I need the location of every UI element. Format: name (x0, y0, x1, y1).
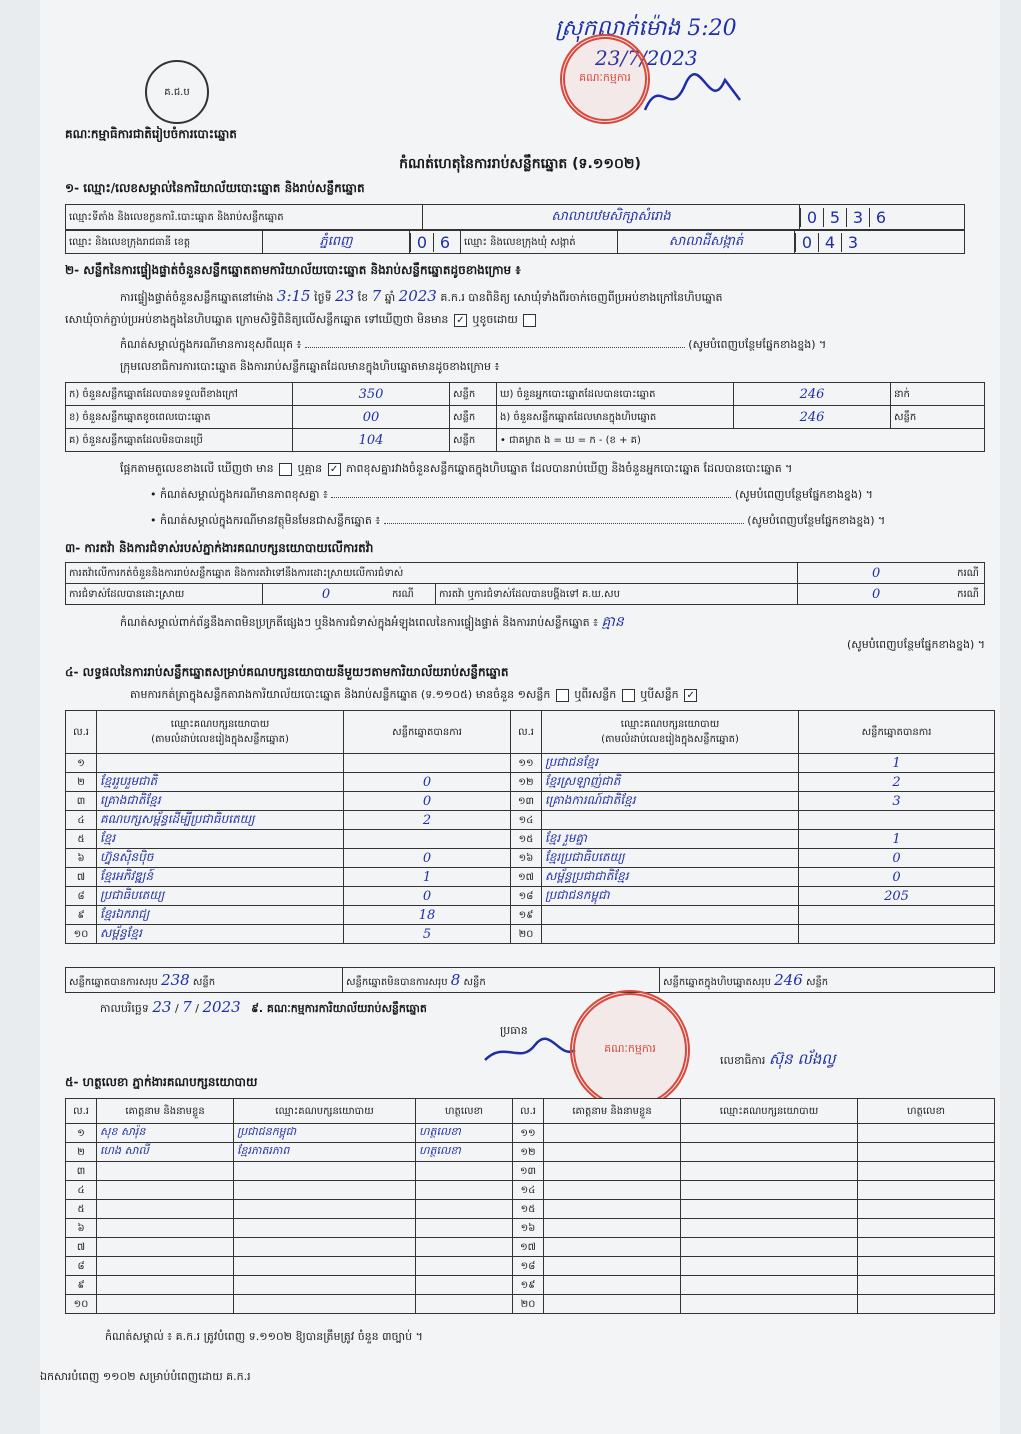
s3-row1-value: 0 (798, 563, 955, 584)
agent-name (97, 1181, 234, 1200)
row-no: ៩ (66, 1276, 97, 1295)
s2-line7: • កំណត់សម្គាល់ក្នុងករណីមានវត្ថុមិនមែនជាសន្លឹកឆ្នោត ៖ (សូមបំពេញបន្ថែមផ្នែកខាងខ្នង) ។ (150, 514, 886, 527)
party-name (542, 811, 799, 830)
row-no: ៥ (66, 1200, 97, 1219)
s3-row2-value2: 0 (798, 584, 955, 605)
col-party: ឈ្មោះគណបក្សនយោបាយ (តាមលំដាប់លេខរៀងក្នុងសន្លឹកឆ្នោត) (542, 711, 799, 754)
agent-name: សុខ សារ៉ុន (97, 1124, 234, 1143)
row-no: ១៦ (513, 1219, 544, 1238)
s1-row2-code (410, 231, 461, 254)
row-no: ៤ (66, 811, 97, 830)
row-no: ១៤ (513, 1181, 544, 1200)
s3-row1-unit: ករណី (954, 563, 984, 584)
s2-l-unit: សន្លឹក (450, 383, 497, 406)
has-difference-checkbox[interactable] (279, 463, 292, 476)
s4-chair-label: ប្រធាន (500, 1024, 528, 1037)
table-row (66, 1200, 995, 1219)
section1-title: ១- ឈ្មោះ/លេខសម្គាល់នៃការិយាល័យបោះឆ្នោត និងរាប់សន្លឹកឆ្នោត (65, 181, 365, 195)
agent-name (544, 1219, 681, 1238)
vote-count: 18 (344, 906, 511, 925)
row-no: ១៩ (513, 1276, 544, 1295)
col-no: ល.រ (66, 711, 97, 754)
row-no: ១៥ (511, 830, 542, 849)
total3-value: 246 (774, 970, 803, 989)
section5-title: ៥- ហត្ថលេខា ភ្នាក់ងារគណបក្សនយោបាយ (65, 1075, 258, 1089)
s3-note: (សូមបំពេញបន្ថែមផ្នែកខាងខ្នង) ។ (846, 638, 985, 651)
s2-r-label: ង) ចំនួនសន្លឹកឆ្នោតដែលមានក្នុងហិបឆ្នោត (497, 406, 734, 429)
agent-name (544, 1295, 681, 1314)
s5-col-name: គោត្តនាម និងនាមខ្លួន (544, 1099, 681, 1124)
agent-party (681, 1295, 858, 1314)
party-name: ប្រជាធិបតេយ្យ (97, 887, 344, 906)
s3-note-value: គ្មាន (601, 614, 624, 630)
row-no: ៤ (66, 1181, 97, 1200)
s2-time: 3:15 (276, 287, 311, 305)
table-row (66, 925, 995, 944)
government-emblem: គ.ជ.ប (145, 60, 209, 124)
table-row (66, 830, 995, 849)
vote-count: 0 (344, 887, 511, 906)
party-name: សម្ព័ន្ធប្រជាជាតិខ្មែរ (542, 868, 799, 887)
party-name: ខ្មែរអភិវឌ្ឍន៍ (97, 868, 344, 887)
table-row (66, 887, 995, 906)
s2-count-row (66, 383, 985, 406)
agent-name (97, 1276, 234, 1295)
middle-red-seal: គណៈកម្មការ (570, 990, 690, 1110)
agent-name (544, 1238, 681, 1257)
table-row (66, 906, 995, 925)
s2-line2: សោឃុំចាក់ភ្ជាប់ប្រអប់ខាងក្នុងនៃហិបឆ្នោត ក្រោមសិទ្ធិពិនិត្យលើសន្លឹកឆ្នោត ទៅឃើញថា មិនមាន ✓ ឬខូចដោយ (65, 313, 538, 329)
s5-col-name: គោត្តនាម និងនាមខ្លួន (97, 1099, 234, 1124)
s2-l-unit: សន្លឹក (450, 406, 497, 429)
party-name (542, 906, 799, 925)
table-row (66, 1181, 995, 1200)
bottom-note: ឯកសារបំពេញ ១១០២ សម្រាប់បំពេញដោយ គ.ក.រ (40, 1370, 251, 1383)
agent-party (234, 1295, 416, 1314)
agent-signature (416, 1257, 513, 1276)
code-digit: 4 (818, 233, 841, 252)
table-row (66, 811, 995, 830)
table-row (66, 1295, 995, 1314)
row-no: ១៧ (513, 1238, 544, 1257)
agent-party (681, 1219, 858, 1238)
code-digit: 0 (410, 233, 433, 252)
party-name: ខ្មែររួបរួមជាតិ (97, 773, 344, 792)
s4-totals-table (65, 967, 995, 993)
agent-signature (858, 1219, 995, 1238)
agent-name (544, 1143, 681, 1162)
row-no: ១៦ (511, 849, 542, 868)
agent-signature (858, 1238, 995, 1257)
row-no: ១១ (513, 1124, 544, 1143)
agent-signature (858, 1295, 995, 1314)
row-no: ១៣ (511, 792, 542, 811)
s2-l-unit: សន្លឹក (450, 429, 497, 452)
vote-count: 0 (344, 773, 511, 792)
agent-party (681, 1124, 858, 1143)
agent-party (681, 1257, 858, 1276)
s2-l-label: ខ) ចំនួនសន្លឹកឆ្នោតខូចពេលបោះឆ្នោត (66, 406, 293, 429)
row-no: ៨ (66, 1257, 97, 1276)
agent-party (234, 1238, 416, 1257)
org-name: គណៈកម្មាធិការជាតិរៀបចំការបោះឆ្នោត (65, 127, 237, 141)
row-no: ៦ (66, 849, 97, 868)
s2-day: 23 (335, 287, 355, 305)
top-handwritten-date: 23/7/2023 (595, 46, 698, 70)
three-sheets-checkbox[interactable]: ✓ (684, 689, 697, 702)
row-no: ១២ (511, 773, 542, 792)
agent-signature (416, 1200, 513, 1219)
party-name: ខ្មែរ (97, 830, 344, 849)
section3-title: ៣- ការតវ៉ា និងការជំទាស់របស់ភ្នាក់ងារគណបក្សនយោបាយលើការតវ៉ា (65, 541, 374, 555)
col-votes: សន្លឹកឆ្នោតបានការ (799, 711, 995, 754)
vote-count (344, 830, 511, 849)
agent-signature (416, 1276, 513, 1295)
s3-row1-label: ការតវ៉ាលើការកត់ចំនួននិងការរាប់សន្លឹកឆ្នោត និងការតវ៉ាទៅនឹងការដោះស្រាយលើការជំទាស់ (66, 563, 798, 584)
s2-line5: ផ្អែកតាមតួលេខខាងលើ ឃើញថា មាន ឬគ្មាន ✓ ភាពខុសគ្នារវាងចំនួនសន្លឹកឆ្នោតក្នុងហិបឆ្នោត ដែលបានរាប់ឃើញ និងចំនួនអ្នកបោះឆ្នោត ដែលបានបោះឆ្នោត ។ (120, 462, 793, 475)
party-name: ខ្មែរប្រជាធិបតេយ្យ (542, 849, 799, 868)
s3-table (65, 562, 985, 605)
agent-party (681, 1200, 858, 1219)
s2-line3: កំណត់សម្គាល់ក្នុងករណីមានការខុសពីឈុត ៖ (សូមបំពេញបន្ថែមផ្នែកខាងខ្នង) ។ (120, 338, 827, 351)
s5-col-no: ល.រ (513, 1099, 544, 1124)
s1-row2-value2: សាលាដីសង្កាត់ (618, 231, 795, 254)
agent-name (97, 1200, 234, 1219)
s1-row2-label: ឈ្មោះ និងលេខក្រុងរាជធានី ខេត្ត (66, 231, 263, 254)
damaged-checkbox[interactable] (523, 314, 536, 327)
section1-table (65, 204, 965, 230)
row-no: ៦ (66, 1219, 97, 1238)
s2-r-unit: នាក់ (891, 383, 985, 406)
table-row (66, 754, 995, 773)
agent-signature (858, 1124, 995, 1143)
vote-count: 0 (344, 849, 511, 868)
s2-count-row (66, 406, 985, 429)
table-row (66, 868, 995, 887)
s3-row2-unit: ករណី (389, 584, 436, 605)
s3-row2-unit2: ករណី (954, 584, 984, 605)
vote-count: 0 (799, 849, 995, 868)
party-name (97, 754, 344, 773)
agent-signature (416, 1238, 513, 1257)
agent-party (681, 1143, 858, 1162)
document-page (40, 0, 1000, 1434)
total1: សន្លឹកឆ្នោតបានការសរុប 238 សន្លឹក (66, 968, 343, 993)
row-no: ២ (66, 1143, 97, 1162)
agent-signature (416, 1295, 513, 1314)
row-no: ១១ (511, 754, 542, 773)
vote-count (799, 906, 995, 925)
agent-party (681, 1181, 858, 1200)
row-no: ៣ (66, 792, 97, 811)
s5-col-party: ឈ្មោះគណបក្សនយោបាយ (234, 1099, 416, 1124)
total2-value: 8 (450, 970, 461, 989)
vote-count: 2 (344, 811, 511, 830)
top-signature (640, 70, 750, 120)
s4-date-day: 23 (152, 998, 172, 1016)
no-damage-checkbox[interactable]: ✓ (454, 314, 467, 327)
s2-r-unit: សន្លឹក (891, 406, 985, 429)
s1-row1-label: ឈ្មោះទីតាំង និងលេខក្លនការិ.បោះឆ្នោត និងរាប់សន្លឹកឆ្នោត (66, 205, 423, 230)
top-red-seal: គណៈកម្មការ (560, 34, 650, 124)
agent-party (234, 1257, 416, 1276)
row-no: ១២ (513, 1143, 544, 1162)
s5-signature-body (66, 1124, 995, 1314)
agent-party: ខ្មែរភាតរភាព (234, 1143, 416, 1162)
row-no: ១៧ (511, 868, 542, 887)
s2-count-table (65, 382, 985, 452)
s2-r-label: ឃ) ចំនួនអ្នកបោះឆ្នោតដែលបានបោះឆ្នោត (497, 383, 734, 406)
agent-signature (858, 1162, 995, 1181)
party-name: គ្រោងជាតិខ្មែរ (97, 792, 344, 811)
s2-l-label: គ) ចំនួនសន្លឹកឆ្នោតដែលមិនបានប្រើ (66, 429, 293, 452)
agent-name (544, 1276, 681, 1295)
s2-l-label: ក) ចំនួនសន្លឹកឆ្នោតដែលបានទទួលពីខាងក្រៅ (66, 383, 293, 406)
agent-name: ហេង សាលី (97, 1143, 234, 1162)
agent-name (97, 1162, 234, 1181)
agent-signature: ហត្ថលេខា (416, 1143, 513, 1162)
table-row (66, 1276, 995, 1295)
row-no: ១ (66, 1124, 97, 1143)
s5-col-sign: ហត្ថលេខា (858, 1099, 995, 1124)
col-votes: សន្លឹកឆ្នោតបានការ (344, 711, 511, 754)
party-name: ហ្វ៊ុនស៊ិនប៉ិច (97, 849, 344, 868)
row-no: ១៩ (511, 906, 542, 925)
two-sheets-checkbox[interactable] (622, 689, 635, 702)
agent-signature (858, 1200, 995, 1219)
s4-date-line: កាលបរិច្ឆេទ 23 / 7 / 2023 ៩. គណៈកម្មការការិយាល័យរាប់សន្លឹកឆ្នោត (100, 998, 427, 1016)
s4-secretary-line: លេខាធិការ ស៊ុន ល័ងល្វ (720, 1050, 836, 1068)
table-row (66, 1238, 995, 1257)
vote-count: 1 (799, 830, 995, 849)
party-name: ប្រជាជនកម្ពុជា (542, 887, 799, 906)
party-name: គ្រោងការណ៍ជាតិខ្មែរ (542, 792, 799, 811)
party-name (542, 925, 799, 944)
vote-count (344, 754, 511, 773)
agent-name (544, 1162, 681, 1181)
s1-row2-code2 (795, 231, 965, 254)
row-no: ១៨ (511, 887, 542, 906)
s4-results-body (66, 754, 995, 944)
agent-party (234, 1181, 416, 1200)
s1-row1-code (800, 205, 965, 230)
s3-row2-label2: ការតវ៉ា ឬការជំទាស់ដែលបានបង្គីងទៅ គ.ឃ.សប (436, 584, 798, 605)
vote-count: 205 (799, 887, 995, 906)
s5-signature-table (65, 1098, 995, 1314)
party-name: ប្រជាជនខ្មែរ (542, 754, 799, 773)
s1-row1-value: សាលាបឋមសិក្សាសំរោង (423, 205, 800, 230)
vote-count: 1 (799, 754, 995, 773)
s2-year: 2023 (398, 287, 437, 305)
code-digit: 6 (869, 208, 892, 227)
row-no: ២០ (511, 925, 542, 944)
table-row (66, 773, 995, 792)
s5-footnote: កំណត់សម្គាល់ ៖ គ.ក.រ ត្រូវបំពេញ ទ.១១០២ ឱ្យបានត្រឹមត្រូវ ចំនួន ៣ច្បាប់ ។ (105, 1330, 423, 1343)
agent-signature (858, 1181, 995, 1200)
agent-name (97, 1295, 234, 1314)
agent-name (544, 1124, 681, 1143)
row-no: ៥ (66, 830, 97, 849)
agent-party (234, 1162, 416, 1181)
col-no: ល.រ (511, 711, 542, 754)
s2-r-value: 246 (734, 406, 891, 429)
vote-count: 2 (799, 773, 995, 792)
s3-row2-value: 0 (263, 584, 390, 605)
vote-count: 1 (344, 868, 511, 887)
s3-note-line: កំណត់សម្គាល់ពាក់ព័ន្ធនឹងភាពមិនប្រក្រតីផ្សេងៗ ឬនិងការជំទាស់ក្នុងអំឡុងពេលនៃការផ្ទៀងផ្ទាត់ និងការរាប់សន្លឹកឆ្នោត ៖ គ្មាន (120, 614, 624, 630)
chair-signature (480, 1030, 580, 1070)
s5-col-no: ល.រ (66, 1099, 97, 1124)
agent-name (97, 1257, 234, 1276)
agent-party (234, 1200, 416, 1219)
document-title: កំណត់ហេតុនៃការរាប់សន្លឹកឆ្នោត (ទ.១១០២) (399, 156, 641, 172)
agent-party (234, 1219, 416, 1238)
code-digit: 5 (823, 208, 846, 227)
s2-line1: ការផ្ទៀងផ្ទាត់ចំនួនសន្លឹកឆ្នោតនៅម៉ោង 3:15 ថ្ងៃទី 23 ខែ 7 ឆ្នាំ 2023 គ.ក.រ បានពិនិត្យ សោឃុំទាំងពីរចាក់ចេញពីប្រអប់ខាងក្រៅនៃហិបឆ្នោត (120, 287, 723, 305)
row-no: ១០ (66, 925, 97, 944)
s2-l-value: 350 (293, 383, 450, 406)
row-no: ១ (66, 754, 97, 773)
vote-count: 0 (799, 868, 995, 887)
vote-count (799, 811, 995, 830)
agent-signature (858, 1143, 995, 1162)
s1-row2-value: ភ្នំពេញ (263, 231, 410, 254)
total2: សន្លឹកឆ្នោតមិនបានការសរុប 8 សន្លឹក (343, 968, 660, 993)
agent-party (234, 1276, 416, 1295)
party-name: ខ្មែរស្រឡាញ់ជាតិ (542, 773, 799, 792)
table-row (66, 1124, 995, 1143)
agent-name (544, 1257, 681, 1276)
section4-title: ៤- លទ្ធផលនៃការរាប់សន្លឹកឆ្នោតសម្រាប់គណបក្សនយោបាយនីមួយៗតាមការិយាល័យរាប់សន្លឹកឆ្នោត (65, 665, 509, 679)
total1-value: 238 (161, 970, 190, 989)
agent-party (681, 1162, 858, 1181)
s5-col-party: ឈ្មោះគណបក្សនយោបាយ (681, 1099, 858, 1124)
row-no: ៣ (66, 1162, 97, 1181)
table-row (66, 1219, 995, 1238)
s1-row2-label2: ឈ្មោះ និងលេខក្រុងឃុំ សង្កាត់ (461, 231, 618, 254)
party-name: សម្ព័ន្ធខ្មែរ (97, 925, 344, 944)
s2-l-value: 104 (293, 429, 450, 452)
vote-count: 0 (344, 792, 511, 811)
agent-party: ប្រជាជនកម្ពុជា (234, 1124, 416, 1143)
section2-title: ២- សន្លឹកនៃការផ្ទៀងផ្ទាត់ចំនួនសន្លឹកឆ្នោតតាមការិយាល័យបោះឆ្នោត និងរាប់សន្លឹកឆ្នោតដូចខាងក្រោម ៖ (65, 263, 521, 277)
table-row (66, 849, 995, 868)
s4-sub: តាមការកត់ត្រាក្នុងសន្លឹកតារាងការិយាល័យបោះឆ្នោត និងរាប់សន្លឹកឆ្នោត (ទ.១១០៥) មានចំនួន ១សន្លឹក ឬពីរសន្លឹក ឬបីសន្លឹក ✓ (130, 688, 699, 704)
agent-signature: ហត្ថលេខា (416, 1124, 513, 1143)
row-no: ៨ (66, 887, 97, 906)
row-no: ២០ (513, 1295, 544, 1314)
row-no: ១៤ (511, 811, 542, 830)
code-digit: 6 (433, 233, 456, 252)
table-row (66, 1162, 995, 1181)
s2-formula: • ជាគម្លាត ង = ឃ = ក - (ខ + គ) (497, 429, 985, 452)
s2-line4: ក្រុមលេខាធិការការបោះឆ្នោត និងការរាប់សន្លឹកឆ្នោតដែលមានក្នុងហិបឆ្នោតមានដូចខាងក្រោម ៖ (120, 360, 500, 373)
row-no: ១៨ (513, 1257, 544, 1276)
table-row (66, 1257, 995, 1276)
s4-date-year: 2023 (202, 998, 241, 1016)
agent-name (97, 1238, 234, 1257)
code-digit: 3 (841, 233, 864, 252)
vote-count: 3 (799, 792, 995, 811)
s5-col-sign: ហត្ថលេខា (416, 1099, 513, 1124)
agent-name (97, 1219, 234, 1238)
table-row (66, 1143, 995, 1162)
agent-name (544, 1200, 681, 1219)
section1-table-row2 (65, 230, 965, 254)
s3-row2-label: ការជំទាស់ដែលបានដោះស្រាយ (66, 584, 263, 605)
agent-signature (858, 1276, 995, 1295)
row-no: ៩ (66, 906, 97, 925)
party-name: ខ្មែរឯករាជ្យ (97, 906, 344, 925)
agent-name (544, 1181, 681, 1200)
agent-signature (416, 1162, 513, 1181)
row-no: ១៣ (513, 1162, 544, 1181)
agent-party (681, 1276, 858, 1295)
total3: សន្លឹកឆ្នោតក្នុងហិបឆ្នោតសរុប 246 សន្លឹក (660, 968, 995, 993)
code-digit: 0 (800, 208, 823, 227)
code-digit: 0 (795, 233, 818, 252)
party-name: គណបក្សសម្ព័ន្ធដើម្បីប្រជាធិបតេយ្យ (97, 811, 344, 830)
agent-party (681, 1238, 858, 1257)
s2-l-value: 00 (293, 406, 450, 429)
s4-results-table (65, 710, 995, 944)
agent-signature (858, 1257, 995, 1276)
row-no: ១០ (66, 1295, 97, 1314)
s4-date-month: 7 (182, 998, 192, 1016)
s2-line6: • កំណត់សម្គាល់ក្នុងករណីមានភាពខុសគ្នា ៖ (សូមបំពេញបន្ថែមផ្នែកខាងខ្នង) ។ (150, 488, 873, 501)
table-row (66, 792, 995, 811)
row-no: ៧ (66, 1238, 97, 1257)
agent-signature (416, 1219, 513, 1238)
col-party: ឈ្មោះគណបក្សនយោបាយ (តាមលំដាប់លេខរៀងក្នុងសន្លឹកឆ្នោត) (97, 711, 344, 754)
secretary-name: ស៊ុន ល័ងល្វ (768, 1050, 836, 1068)
row-no: ២ (66, 773, 97, 792)
party-name: ខ្មែរ រួមគ្នា (542, 830, 799, 849)
s2-r-value: 246 (734, 383, 891, 406)
top-handwritten-note: ស្រុកលាក់ម៉ោង 5:20 (555, 16, 737, 41)
row-no: ១៥ (513, 1200, 544, 1219)
vote-count (799, 925, 995, 944)
no-difference-checkbox[interactable]: ✓ (328, 463, 341, 476)
one-sheet-checkbox[interactable] (556, 689, 569, 702)
agent-signature (416, 1181, 513, 1200)
code-digit: 3 (846, 208, 869, 227)
s2-count-row (66, 429, 985, 452)
vote-count: 5 (344, 925, 511, 944)
row-no: ៧ (66, 868, 97, 887)
s2-month: 7 (371, 287, 382, 305)
